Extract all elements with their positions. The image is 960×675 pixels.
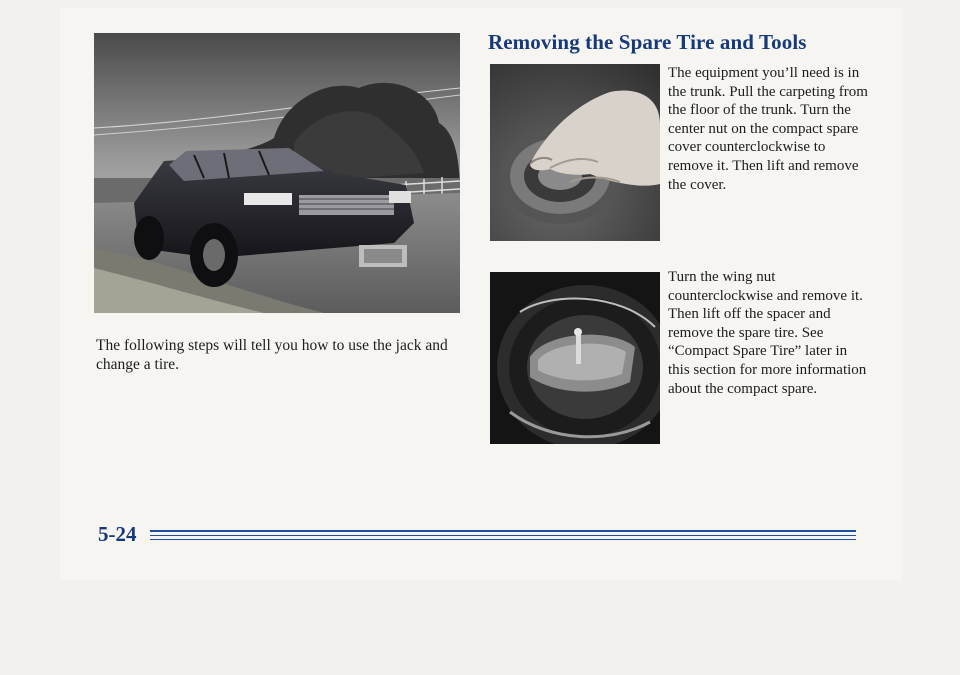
footer-rule — [150, 539, 856, 540]
intro-caption: The following steps will tell you how to use the jack and change a tire. — [96, 337, 448, 373]
wing-nut-photo — [490, 272, 660, 444]
section-title: Removing the Spare Tire and Tools — [488, 30, 807, 54]
car-on-roadside-photo — [94, 33, 460, 313]
wing-nut-paragraph: Turn the wing nut counterclockwise and remove it. Then lift off the spacer and remove the spare tire. See “Compact Spare Tire” later in this section for more information about the compact spare. — [668, 269, 867, 397]
equipment-paragraph: The equipment you’ll need is in the trunk. Pull the carpeting from the floor of the trunk. Turn the center nut on the compact spare cover counterclockwise to remove it. Then lift and remove the cover. — [668, 65, 868, 193]
footer-rule — [150, 530, 856, 532]
center-nut-photo — [490, 64, 660, 241]
footer-rule — [150, 535, 856, 536]
page-number: 5-24 — [98, 522, 137, 546]
